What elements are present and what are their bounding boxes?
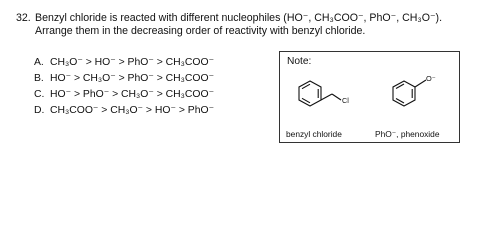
option-letter: C. [34, 89, 45, 100]
c-cl-bond [332, 94, 341, 100]
c-o-bond [415, 80, 426, 87]
note-box [279, 51, 460, 143]
benzyl-chloride-diagram [288, 70, 370, 122]
phenoxide-structure [374, 62, 456, 120]
phenoxide-label: PhO⁻, phenoxide [375, 129, 440, 139]
benzyl-chloride-label: benzyl chloride [286, 129, 342, 139]
option-c[interactable] [34, 87, 214, 103]
option-d[interactable] [34, 103, 214, 119]
oxide-atom-label: O⁻ [426, 74, 436, 83]
question-number: 32. [16, 12, 31, 24]
option-text: CH₃COO⁻ > CH₃O⁻ > HO⁻ > PhO⁻ [50, 105, 215, 116]
option-text: HO⁻ > PhO⁻ > CH₃O⁻ > CH₃COO⁻ [50, 89, 215, 100]
option-a[interactable] [34, 55, 214, 71]
option-text: CH₃O⁻ > HO⁻ > PhO⁻ > CH₃COO⁻ [50, 57, 215, 68]
answer-options [34, 55, 214, 119]
question-line-1 [16, 12, 478, 25]
question [16, 12, 478, 38]
option-letter: B. [34, 73, 44, 84]
question-text-line-2: Arrange them in the decreasing order of reactivity with benzyl chloride. [35, 25, 366, 37]
chlorine-atom-label: Cl [342, 96, 349, 105]
benzyl-chloride-structure [288, 70, 370, 122]
option-letter: A. [34, 57, 44, 68]
phenoxide-diagram [374, 62, 456, 120]
option-text: HO⁻ > CH₃O⁻ > PhO⁻ > CH₃COO⁻ [50, 73, 215, 84]
question-text-line-1: Benzyl chloride is reacted with different nucleophiles (HO⁻, CH₃COO⁻, PhO⁻, CH₃O⁻). [35, 12, 443, 24]
option-letter: D. [34, 105, 45, 116]
ch2-bond [321, 94, 332, 100]
note-title: Note: [287, 56, 312, 67]
option-b[interactable] [34, 71, 214, 87]
